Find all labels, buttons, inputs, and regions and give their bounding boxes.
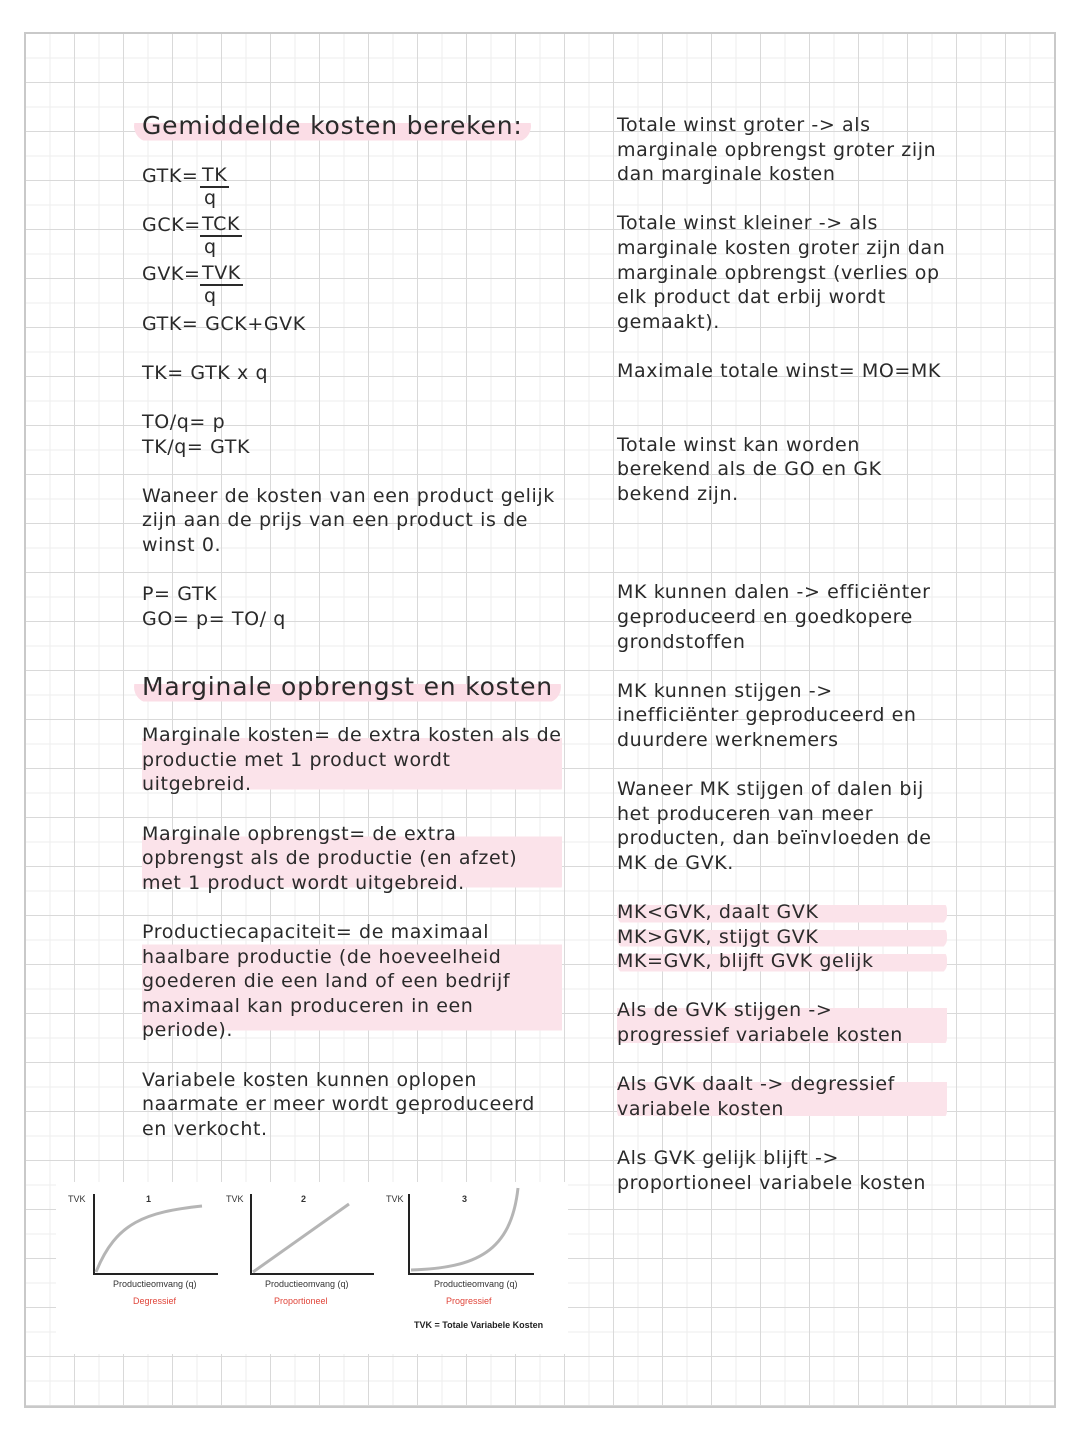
formula-numerator: TK xyxy=(202,164,228,186)
note-winst-nul: Waneer de kosten van een product gelijk zijn aan de prijs van een product is de winst 0. xyxy=(142,484,555,556)
panel-number: 2 xyxy=(301,1194,307,1204)
chart-panel-progressief xyxy=(386,1188,534,1306)
formula-go: GO= p= TO/ q xyxy=(142,607,286,630)
formula-gtk xyxy=(142,164,562,209)
tvk-curve xyxy=(96,1206,202,1272)
note-proportioneel: Als GVK gelijk blijft -> proportioneel variabele kosten xyxy=(617,1146,927,1194)
curve-type-label: Degressief xyxy=(133,1296,177,1306)
note-maximale-winst: Maximale totale winst= MO=MK xyxy=(617,359,941,382)
formula-lhs: GTK= xyxy=(142,165,199,187)
heading-marginale: Marginale opbrengst en kosten xyxy=(134,671,561,703)
note-mk-gvk: Waneer MK stijgen of dalen bij het produceren van meer producten, dan beïnvloeden de MK de GVK. xyxy=(617,778,932,874)
rule-mk-gt-gvk: MK>GVK, stijgt GVK xyxy=(617,925,947,950)
formula-denominator: q xyxy=(204,187,217,209)
chart-panel-degressief xyxy=(68,1194,218,1306)
x-axis-label: Productieomvang (q) xyxy=(265,1279,349,1289)
note-variabele-kosten: Variabele kosten kunnen oplopen naarmate er meer wordt geproduceerd en verkocht. xyxy=(142,1068,535,1140)
tvk-curve xyxy=(253,1204,349,1272)
definition-marginale-opbrengst: Marginale opbrengst= de extra opbrengst als de productie (en afzet) met 1 product wordt uitgebreid. xyxy=(142,822,562,896)
panel-number: 1 xyxy=(146,1194,152,1204)
formula-p-gtk: P= GTK xyxy=(142,583,218,606)
x-axis-label: Productieomvang (q) xyxy=(113,1279,197,1289)
left-column xyxy=(142,110,562,1141)
right-column xyxy=(617,113,947,1195)
note-winst-groter: Totale winst groter -> als marginale opbrengst groter zijn dan marginale kosten xyxy=(617,114,937,186)
x-axis-label: Productieomvang (q) xyxy=(434,1279,518,1289)
curve-type-label: Proportioneel xyxy=(274,1296,328,1306)
note-winst-berekend: Totale winst kan worden berekend als de GO en GK bekend zijn. xyxy=(617,433,882,505)
formula-denominator: q xyxy=(204,236,217,259)
curve-type-label: Progressief xyxy=(446,1296,492,1306)
y-axis-label: TVK xyxy=(68,1194,86,1204)
formula-to-q: TO/q= p xyxy=(142,410,226,433)
definition-marginale-kosten: Marginale kosten= de extra kosten als de productie met 1 product wordt uitgebreid. xyxy=(142,724,562,796)
chart-legend: TVK = Totale Variabele Kosten xyxy=(414,1320,544,1330)
note-mk-dalen: MK kunnen dalen -> efficiënter geproduceerd en goedkopere grondstoffen xyxy=(617,581,931,653)
note-progressief: Als de GVK stijgen -> progressief variabele kosten xyxy=(617,998,947,1047)
formula-numerator: TCK xyxy=(202,213,241,236)
formula-denominator: q xyxy=(204,285,217,308)
y-axis-label: TVK xyxy=(386,1194,404,1204)
formula-gck xyxy=(142,213,562,259)
heading-gemiddelde-kosten: Gemiddelde kosten bereken: xyxy=(134,110,531,142)
note-degressief: Als GVK daalt -> degressief variabele kosten xyxy=(617,1072,947,1121)
chart-panel-proportioneel xyxy=(226,1194,374,1306)
panel-number: 3 xyxy=(462,1194,468,1204)
formula-tk-q: TK/q= GTK xyxy=(142,435,250,458)
y-axis-label: TVK xyxy=(226,1194,244,1204)
rule-mk-eq-gvk: MK=GVK, blijft GVK gelijk xyxy=(617,949,947,974)
note-winst-kleiner: Totale winst kleiner -> als marginale kosten groter zijn dan marginale opbrengst (verlies op elk product dat erbij wordt gemaakt). xyxy=(617,212,946,333)
formula-lhs: GVK= xyxy=(142,263,201,286)
note-mk-stijgen: MK kunnen stijgen -> inefficiënter geproduceerd en duurdere werknemers xyxy=(617,679,917,751)
tvk-charts xyxy=(56,1182,568,1354)
formula-gtk-sum: GTK= GCK+GVK xyxy=(142,312,306,335)
definition-productiecapaciteit: Productiecapaciteit= de maximaal haalbare productie (de hoeveelheid goederen die een land of een bedrijf maximaal kan produceren in een periode). xyxy=(142,920,562,1043)
rule-mk-lt-gvk: MK<GVK, daalt GVK xyxy=(617,900,947,925)
formula-numerator: TVK xyxy=(202,262,241,285)
formula-tk: TK= GTK x q xyxy=(142,361,269,384)
formula-lhs: GCK= xyxy=(142,214,201,237)
formula-gvk xyxy=(142,262,562,308)
